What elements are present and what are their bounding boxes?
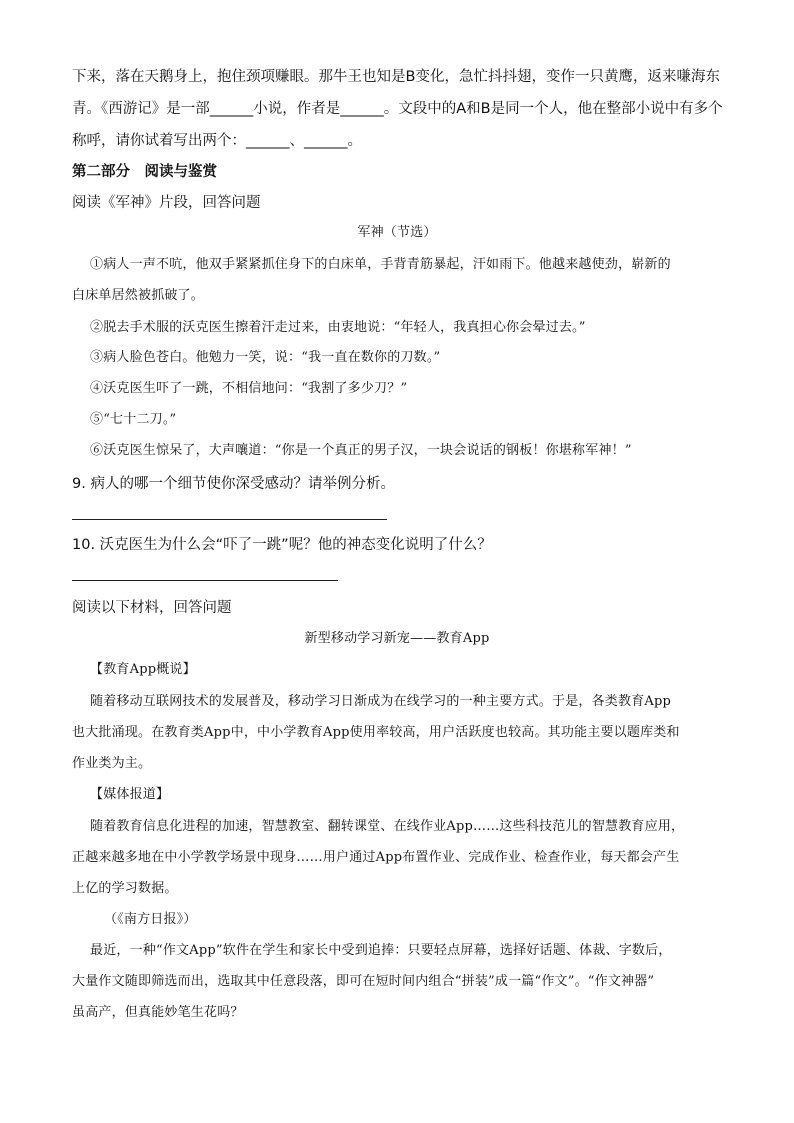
answer-line-10[interactable] <box>72 580 338 581</box>
reading-intro: 阅读《军神》片段，回答问题 <box>72 195 261 211</box>
passage-line: 上亿的学习数据。 <box>72 881 178 896</box>
passage-line: ④沃克医生吓了一跳，不相信地问：“我割了多少刀？” <box>90 381 408 396</box>
passage-line: 白床单居然被抓破了。 <box>72 288 205 303</box>
question-10: 10. 沃克医生为什么会“吓了一跳”呢？他的神态变化说明了什么？ <box>72 537 492 553</box>
text-line: 下来，落在天鹅身上，抱住颈项赚眼。那牛王也知是B变化，急忙抖抖翅，变作一只黄鹰，返来嗛海东 <box>72 69 720 85</box>
text-line: 青。《西游记》是一部______小说，作者是______。文段中的A和B是同一个人，他在整部小说中有多个 <box>72 101 723 117</box>
subsection-heading: 【教育App概说】 <box>90 662 196 677</box>
passage-line: ③病人脸色苍白。他勉力一笑，说：“我一直在数你的刀数。” <box>90 350 441 365</box>
reading-intro: 阅读以下材料，回答问题 <box>72 600 232 616</box>
passage-title: 新型移动学习新宠——教育App <box>304 631 490 646</box>
passage-line: ①病人一声不吭，他双手紧紧抓住身下的白床单，手背青筋暴起，汗如雨下。他越来越使劲，崭新的 <box>90 257 671 272</box>
passage-line: 随着教育信息化进程的加速，智慧教室、翻转课堂、在线作业App……这些科技范儿的智慧教育应用， <box>90 819 685 834</box>
answer-line-9[interactable] <box>72 519 387 520</box>
passage-line: 虽高产，但真能妙笔生花吗？ <box>72 1005 244 1020</box>
source-citation: （《南方日报》） <box>104 912 197 927</box>
passage-line: 也大批涌现。在教育类App中，中小学教育App使用率较高，用户活跃度也较高。其功能主要以题库类和 <box>72 725 680 740</box>
question-9: 9. 病人的哪一个细节使你深受感动？请举例分析。 <box>72 476 395 492</box>
passage-line: 大量作文随即筛选而出，选取其中任意段落，即可在短时间内组合“拼装”成一篇“作文”。“作文神器” <box>72 974 655 989</box>
section-heading: 第二部分 阅读与鉴赏 <box>72 164 217 180</box>
passage-line: 最近，一种“作文App”软件在学生和家长中受到追捧：只要轻点屏幕，选择好话题、体裁、字数后， <box>90 943 672 958</box>
passage-line: 随着移动互联网技术的发展普及，移动学习日渐成为在线学习的一种主要方式。于是，各类教育App <box>90 694 672 709</box>
passage-title: 军神（节选） <box>357 225 437 240</box>
passage-line: 作业类为主。 <box>72 756 152 771</box>
passage-line: ②脱去手术服的沃克医生擦着汗走过来，由衷地说：“年轻人，我真担心你会晕过去。” <box>90 320 586 335</box>
text-line: 称呼，请你试着写出两个：______、______。 <box>72 133 362 149</box>
subsection-heading: 【媒体报道】 <box>90 787 170 802</box>
passage-line: ⑥沃克医生惊呆了，大声嚷道：“你是一个真正的男子汉，一块会说话的钢板！你堪称军神！” <box>90 443 632 458</box>
passage-line: 正越来越多地在中小学教学场景中现身……用户通过App布置作业、完成作业、检查作业，每天都会产生 <box>72 850 680 865</box>
passage-line: ⑤“七十二刀。” <box>90 412 177 427</box>
